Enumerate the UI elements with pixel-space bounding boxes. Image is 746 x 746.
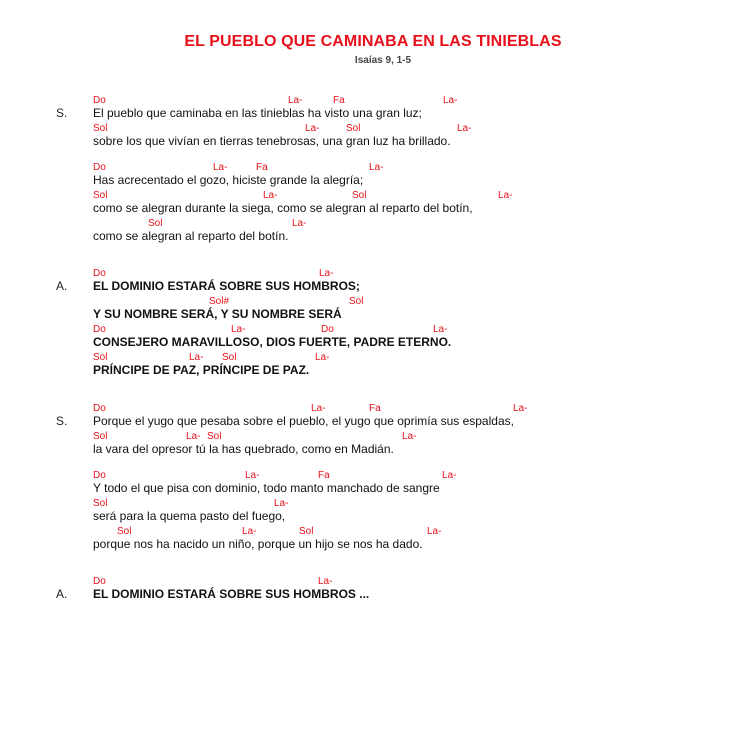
lyric-line: EL DOMINIO ESTARÁ SOBRE SUS HOMBROS ... xyxy=(93,587,370,601)
chord: Do xyxy=(93,470,106,481)
lyric-line: será para la quema pasto del fuego, xyxy=(93,509,286,523)
speaker-label: A. xyxy=(56,587,68,601)
chord: Do xyxy=(93,162,106,173)
song-title: EL PUEBLO QUE CAMINABA EN LAS TINIEBLAS xyxy=(184,33,562,50)
refrain-line xyxy=(0,266,746,294)
chord: Do xyxy=(93,268,106,279)
chord: Do xyxy=(93,324,106,335)
verse-line xyxy=(0,429,746,457)
lyric-line: Has acrecentado el gozo, hiciste grande la alegría; xyxy=(93,173,364,187)
chord: Fa xyxy=(318,470,330,481)
stanza xyxy=(0,401,746,457)
chord: La- xyxy=(443,95,458,106)
chord: La- xyxy=(318,576,333,587)
chord: Sol# xyxy=(209,296,230,307)
lyric-line: CONSEJERO MARAVILLOSO, DIOS FUERTE, PADRE ETERNO. xyxy=(93,335,452,349)
chord: Do xyxy=(93,95,106,106)
lyric-line: la vara del opresor tú la has quebrado, como en Madián. xyxy=(93,442,394,456)
chord: La- xyxy=(369,162,384,173)
lyric-line: PRÍNCIPE DE PAZ, PRÍNCIPE DE PAZ. xyxy=(93,363,310,377)
chord: Sol xyxy=(207,431,222,442)
refrain-line xyxy=(0,350,746,378)
verse-line xyxy=(0,401,746,429)
chord: La- xyxy=(213,162,228,173)
chord: Do xyxy=(321,324,334,335)
chord: Sol xyxy=(93,498,108,509)
refrain-line xyxy=(0,574,746,602)
chord: Sol xyxy=(222,352,237,363)
refrain-line xyxy=(0,322,746,350)
lyric-line: Y SU NOMBRE SERÁ, Y SU NOMBRE SERÁ xyxy=(93,307,342,321)
chord: Sol xyxy=(93,431,108,442)
chord: La- xyxy=(311,403,326,414)
lyric-line: Porque el yugo que pesaba sobre el pueblo, el yugo que oprimía sus espaldas, xyxy=(93,414,514,428)
chord: La- xyxy=(315,352,330,363)
refrain xyxy=(0,574,746,602)
stanza xyxy=(0,160,746,244)
chord: La- xyxy=(457,123,472,134)
chord: La- xyxy=(231,324,246,335)
chord: La- xyxy=(242,526,257,537)
chord: La- xyxy=(433,324,448,335)
chord: La- xyxy=(274,498,289,509)
refrain xyxy=(0,266,746,378)
lyric-line: porque nos ha nacido un niño, porque un hijo se nos ha dado. xyxy=(93,537,423,551)
chord: Do xyxy=(93,576,106,587)
chord: La- xyxy=(186,431,201,442)
chord: La- xyxy=(319,268,334,279)
chord: Sol xyxy=(352,190,367,201)
verse-line xyxy=(0,468,746,496)
speaker-label: S. xyxy=(56,106,68,120)
chord: Sol xyxy=(93,190,108,201)
verse-line xyxy=(0,496,746,524)
stanza xyxy=(0,468,746,552)
chord: Fa xyxy=(369,403,381,414)
verse-line xyxy=(0,93,746,121)
lyric-line: como se alegran durante la siega, como se alegran al reparto del botín, xyxy=(93,201,473,215)
verse-line xyxy=(0,524,746,552)
verse-line xyxy=(0,121,746,149)
chord: Sol xyxy=(93,352,108,363)
chord: Fa xyxy=(333,95,345,106)
verse-line xyxy=(0,160,746,188)
chord: Sol xyxy=(349,296,364,307)
chord: La- xyxy=(292,218,307,229)
verse-line xyxy=(0,188,746,216)
chord: La- xyxy=(288,95,303,106)
lyric-line: EL DOMINIO ESTARÁ SOBRE SUS HOMBROS; xyxy=(93,279,360,293)
lyric-line: El pueblo que caminaba en las tinieblas ha visto una gran luz; xyxy=(93,106,422,120)
chord: La- xyxy=(245,470,260,481)
lyric-line: Y todo el que pisa con dominio, todo manto manchado de sangre xyxy=(93,481,440,495)
chord: Do xyxy=(93,403,106,414)
chord: La- xyxy=(402,431,417,442)
chord: Sol xyxy=(299,526,314,537)
speaker-label: A. xyxy=(56,279,68,293)
verse-line xyxy=(0,216,746,244)
chord: La- xyxy=(442,470,457,481)
speaker-label: S. xyxy=(56,414,68,428)
chord: La- xyxy=(427,526,442,537)
chord: Sol xyxy=(148,218,163,229)
refrain-line xyxy=(0,294,746,322)
lyric-line: sobre los que vivían en tierras tenebrosas, una gran luz ha brillado. xyxy=(93,134,451,148)
chord: Sol xyxy=(117,526,132,537)
chord: La- xyxy=(498,190,513,201)
chord: Sol xyxy=(346,123,361,134)
stanza xyxy=(0,93,746,149)
chord: Sol xyxy=(93,123,108,134)
lyric-line: como se alegran al reparto del botín. xyxy=(93,229,289,243)
chord: La- xyxy=(263,190,278,201)
chord: La- xyxy=(305,123,320,134)
song-subtitle: Isaías 9, 1-5 xyxy=(354,55,412,66)
chord: Fa xyxy=(256,162,268,173)
chord: La- xyxy=(189,352,204,363)
chord: La- xyxy=(513,403,528,414)
